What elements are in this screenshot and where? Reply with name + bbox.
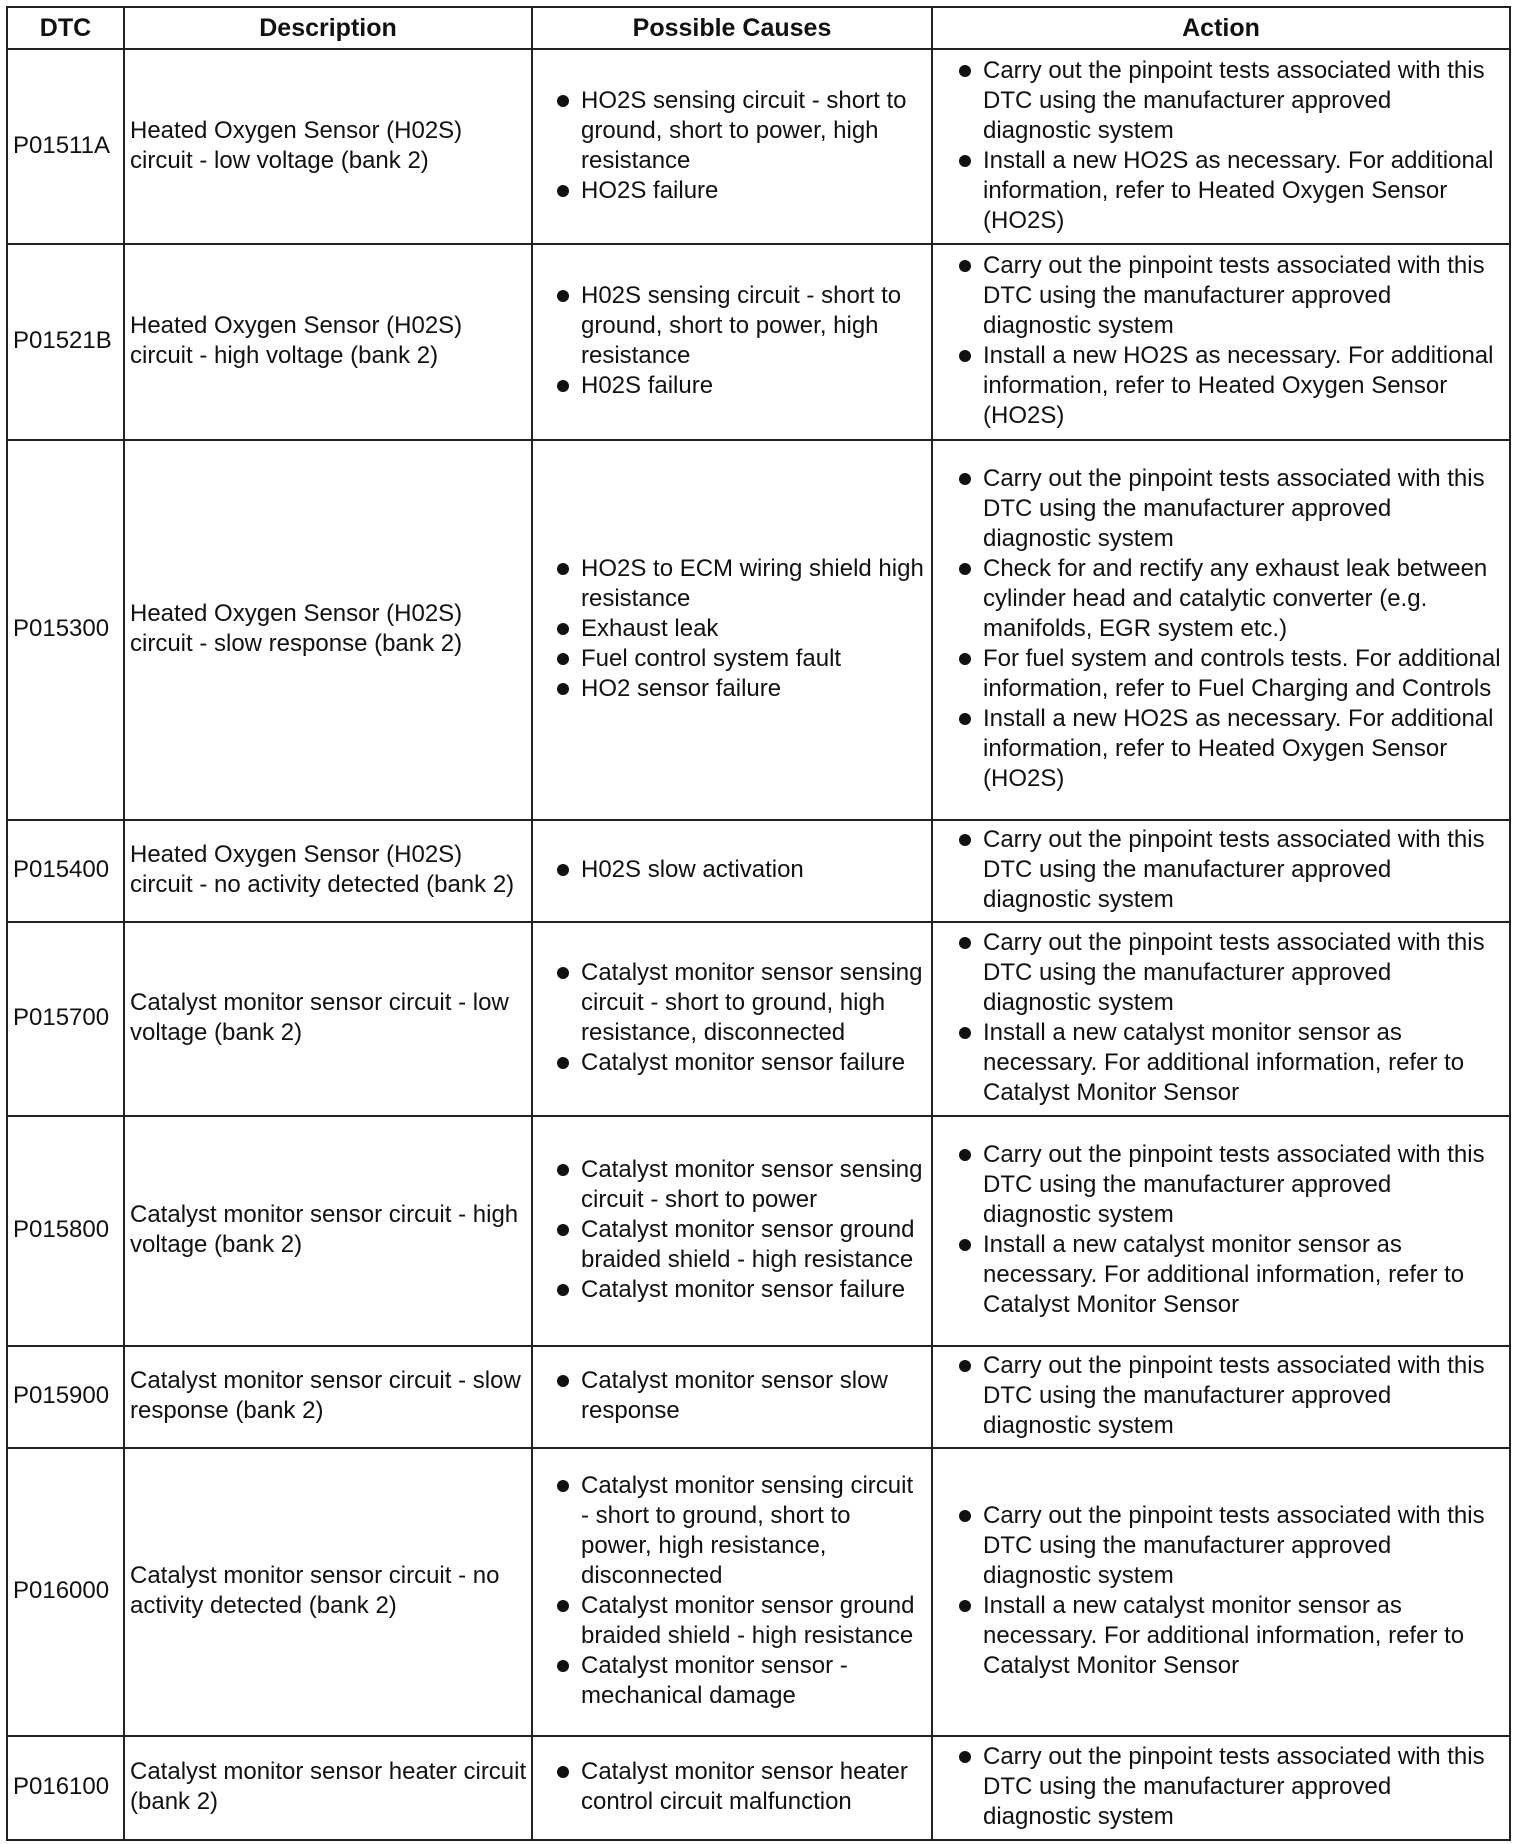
bullet-icon (557, 1284, 569, 1296)
dtc-table (6, 6, 1511, 1841)
bullet-icon (557, 864, 569, 876)
bullet-icon (959, 653, 971, 665)
dtc-code: P015800 (7, 1116, 124, 1346)
cause-item-text: Fuel control system fault (581, 645, 842, 672)
table-row (7, 244, 1510, 440)
bullet-icon (557, 1600, 569, 1612)
bullet-icon (959, 834, 971, 846)
dtc-table-container (6, 6, 1509, 1841)
action-item-text: Install a new catalyst monitor sensor as necessary. For additional information, refer to Catalyst Monitor Sensor (983, 1019, 1465, 1106)
action-item-text: For fuel system and controls tests. For additional information, refer to Fuel Charging and Controls (983, 645, 1501, 702)
dtc-description: Catalyst monitor sensor circuit - high voltage (bank 2) (124, 1116, 532, 1346)
cause-item-text: HO2S to ECM wiring shield high resistance (581, 555, 924, 612)
causes-cell (532, 1116, 932, 1346)
dtc-description: Heated Oxygen Sensor (H02S) circuit - high voltage (bank 2) (124, 244, 532, 440)
actions-cell (932, 244, 1510, 440)
causes-cell (532, 1346, 932, 1448)
bullet-icon (557, 1660, 569, 1672)
header-description: Description (124, 7, 532, 49)
actions-cell (932, 1346, 1510, 1448)
table-row (7, 49, 1510, 244)
cause-item-text: HO2 sensor failure (581, 675, 782, 702)
actions-cell (932, 440, 1510, 820)
action-item (945, 825, 1505, 915)
action-item (945, 644, 1505, 704)
causes-cell (532, 244, 932, 440)
actions-list (945, 928, 1505, 1108)
action-item (945, 704, 1505, 794)
action-item-text: Install a new HO2S as necessary. For additional information, refer to Heated Oxygen Sensor (HO2S) (983, 705, 1494, 792)
cause-item (543, 1048, 927, 1078)
action-item-text: Carry out the pinpoint tests associated with this DTC using the manufacturer approved diagnostic system (983, 1743, 1485, 1830)
cause-item (543, 554, 927, 614)
cause-item-text: H02S sensing circuit - short to ground, short to power, high resistance (581, 282, 902, 369)
header-possible-causes: Possible Causes (532, 7, 932, 49)
causes-cell (532, 1448, 932, 1736)
action-item-text: Check for and rectify any exhaust leak between cylinder head and catalytic converter (e.g. manifolds, EGR system etc.) (983, 555, 1488, 642)
cause-item (543, 855, 927, 885)
header-action: Action (932, 7, 1510, 49)
actions-list (945, 1742, 1505, 1832)
action-item (945, 1230, 1505, 1320)
bullet-icon (959, 1510, 971, 1522)
action-item (945, 554, 1505, 644)
dtc-code: P01521B (7, 244, 124, 440)
bullet-icon (557, 563, 569, 575)
bullet-icon (557, 967, 569, 979)
bullet-icon (557, 1766, 569, 1778)
action-item-text: Carry out the pinpoint tests associated with this DTC using the manufacturer approved diagnostic system (983, 465, 1485, 552)
bullet-icon (959, 713, 971, 725)
action-item (945, 1140, 1505, 1230)
action-item-text: Carry out the pinpoint tests associated with this DTC using the manufacturer approved diagnostic system (983, 1502, 1485, 1589)
bullet-icon (959, 563, 971, 575)
cause-item (543, 1651, 927, 1711)
actions-cell (932, 820, 1510, 922)
cause-item (543, 674, 927, 704)
actions-list (945, 1501, 1505, 1681)
bullet-icon (959, 65, 971, 77)
action-item (945, 1351, 1505, 1441)
action-item-text: Carry out the pinpoint tests associated with this DTC using the manufacturer approved diagnostic system (983, 826, 1485, 913)
causes-cell (532, 49, 932, 244)
dtc-code: P01511A (7, 49, 124, 244)
cause-item (543, 1155, 927, 1215)
causes-list (543, 1155, 927, 1305)
bullet-icon (959, 155, 971, 167)
cause-item-text: Catalyst monitor sensor ground braided shield - high resistance (581, 1216, 915, 1273)
cause-item (543, 86, 927, 176)
actions-cell (932, 1448, 1510, 1736)
bullet-icon (557, 683, 569, 695)
actions-list (945, 1351, 1505, 1441)
bullet-icon (557, 290, 569, 302)
causes-list (543, 958, 927, 1078)
cause-item (543, 1757, 927, 1817)
table-row (7, 1448, 1510, 1736)
action-item (945, 1742, 1505, 1832)
action-item (945, 251, 1505, 341)
table-header-row (7, 7, 1510, 49)
table-row (7, 820, 1510, 922)
actions-list (945, 825, 1505, 915)
action-item-text: Install a new catalyst monitor sensor as necessary. For additional information, refer to Catalyst Monitor Sensor (983, 1231, 1465, 1318)
causes-list (543, 1366, 927, 1426)
dtc-code: P015900 (7, 1346, 124, 1448)
bullet-icon (959, 1027, 971, 1039)
bullet-icon (557, 1224, 569, 1236)
causes-cell (532, 440, 932, 820)
actions-list (945, 251, 1505, 431)
bullet-icon (959, 1600, 971, 1612)
actions-cell (932, 49, 1510, 244)
bullet-icon (557, 1480, 569, 1492)
table-row (7, 922, 1510, 1116)
action-item (945, 1591, 1505, 1681)
dtc-code: P016100 (7, 1736, 124, 1840)
cause-item-text: Catalyst monitor sensor failure (581, 1276, 906, 1303)
bullet-icon (557, 653, 569, 665)
cause-item-text: Catalyst monitor sensor ground braided shield - high resistance (581, 1592, 915, 1649)
dtc-description: Heated Oxygen Sensor (H02S) circuit - low voltage (bank 2) (124, 49, 532, 244)
causes-list (543, 1471, 927, 1711)
cause-item (543, 644, 927, 674)
dtc-code: P015700 (7, 922, 124, 1116)
causes-list (543, 1757, 927, 1817)
cause-item-text: Catalyst monitor sensor failure (581, 1049, 906, 1076)
header-dtc: DTC (7, 7, 124, 49)
table-row (7, 1116, 1510, 1346)
dtc-description: Heated Oxygen Sensor (H02S) circuit - no activity detected (bank 2) (124, 820, 532, 922)
cause-item-text: HO2S sensing circuit - short to ground, short to power, high resistance (581, 86, 907, 174)
actions-list (945, 56, 1505, 236)
bullet-icon (557, 1375, 569, 1387)
actions-list (945, 1140, 1505, 1320)
causes-list (543, 855, 927, 885)
cause-item-text: Catalyst monitor sensor heater control circuit malfunction (581, 1758, 908, 1815)
causes-list (543, 86, 927, 206)
action-item (945, 56, 1505, 146)
action-item-text: Carry out the pinpoint tests associated with this DTC using the manufacturer approved diagnostic system (983, 929, 1485, 1016)
causes-cell (532, 1736, 932, 1840)
action-item-text: Install a new HO2S as necessary. For additional information, refer to Heated Oxygen Sensor (HO2S) (983, 342, 1494, 429)
dtc-description: Catalyst monitor sensor circuit - no activity detected (bank 2) (124, 1448, 532, 1736)
actions-cell (932, 922, 1510, 1116)
action-item-text: Carry out the pinpoint tests associated with this DTC using the manufacturer approved diagnostic system (983, 56, 1485, 144)
action-item-text: Install a new catalyst monitor sensor as necessary. For additional information, refer to Catalyst Monitor Sensor (983, 1592, 1465, 1679)
table-row (7, 440, 1510, 820)
cause-item (543, 958, 927, 1048)
action-item (945, 1501, 1505, 1591)
bullet-icon (959, 1360, 971, 1372)
cause-item (543, 1471, 927, 1591)
dtc-code: P016000 (7, 1448, 124, 1736)
cause-item (543, 1275, 927, 1305)
bullet-icon (959, 1751, 971, 1763)
action-item (945, 1018, 1505, 1108)
bullet-icon (557, 185, 569, 197)
bullet-icon (557, 380, 569, 392)
dtc-code: P015400 (7, 820, 124, 922)
cause-item (543, 371, 927, 401)
action-item (945, 464, 1505, 554)
bullet-icon (557, 623, 569, 635)
actions-list (945, 464, 1505, 794)
bullet-icon (557, 1164, 569, 1176)
cause-item-text: HO2S failure (581, 176, 719, 204)
cause-item (543, 1591, 927, 1651)
actions-cell (932, 1116, 1510, 1346)
causes-cell (532, 922, 932, 1116)
dtc-description: Catalyst monitor sensor circuit - low voltage (bank 2) (124, 922, 532, 1116)
cause-item-text: H02S slow activation (581, 856, 804, 883)
cause-item-text: Exhaust leak (581, 615, 719, 642)
cause-item-text: Catalyst monitor sensor sensing circuit - short to ground, high resistance, disconnected (581, 959, 923, 1046)
cause-item-text: Catalyst monitor sensor slow response (581, 1367, 888, 1424)
action-item (945, 341, 1505, 431)
cause-item-text: Catalyst monitor sensor sensing circuit - short to power (581, 1156, 923, 1213)
cause-item-text: Catalyst monitor sensor - mechanical damage (581, 1652, 848, 1709)
action-item-text: Carry out the pinpoint tests associated with this DTC using the manufacturer approved diagnostic system (983, 252, 1485, 339)
dtc-description: Heated Oxygen Sensor (H02S) circuit - slow response (bank 2) (124, 440, 532, 820)
cause-item-text: H02S failure (581, 372, 714, 399)
action-item-text: Carry out the pinpoint tests associated with this DTC using the manufacturer approved diagnostic system (983, 1352, 1485, 1439)
actions-cell (932, 1736, 1510, 1840)
action-item (945, 928, 1505, 1018)
cause-item (543, 1366, 927, 1426)
bullet-icon (959, 937, 971, 949)
bullet-icon (959, 1149, 971, 1161)
dtc-description: Catalyst monitor sensor heater circuit (bank 2) (124, 1736, 532, 1840)
action-item-text: Carry out the pinpoint tests associated with this DTC using the manufacturer approved diagnostic system (983, 1141, 1485, 1228)
cause-item (543, 1215, 927, 1275)
bullet-icon (959, 350, 971, 362)
action-item-text: Install a new HO2S as necessary. For additional information, refer to Heated Oxygen Sensor (HO2S) (983, 146, 1494, 234)
bullet-icon (557, 1057, 569, 1069)
cause-item (543, 176, 927, 206)
bullet-icon (959, 473, 971, 485)
bullet-icon (557, 95, 569, 107)
causes-list (543, 554, 927, 704)
cause-item-text: Catalyst monitor sensing circuit - short to ground, short to power, high resistance, disconnected (581, 1472, 914, 1589)
cause-item (543, 281, 927, 371)
causes-cell (532, 820, 932, 922)
dtc-description: Catalyst monitor sensor circuit - slow response (bank 2) (124, 1346, 532, 1448)
causes-list (543, 281, 927, 401)
cause-item (543, 614, 927, 644)
table-row (7, 1346, 1510, 1448)
dtc-code: P015300 (7, 440, 124, 820)
bullet-icon (959, 260, 971, 272)
action-item (945, 146, 1505, 236)
bullet-icon (959, 1239, 971, 1251)
table-row (7, 1736, 1510, 1840)
